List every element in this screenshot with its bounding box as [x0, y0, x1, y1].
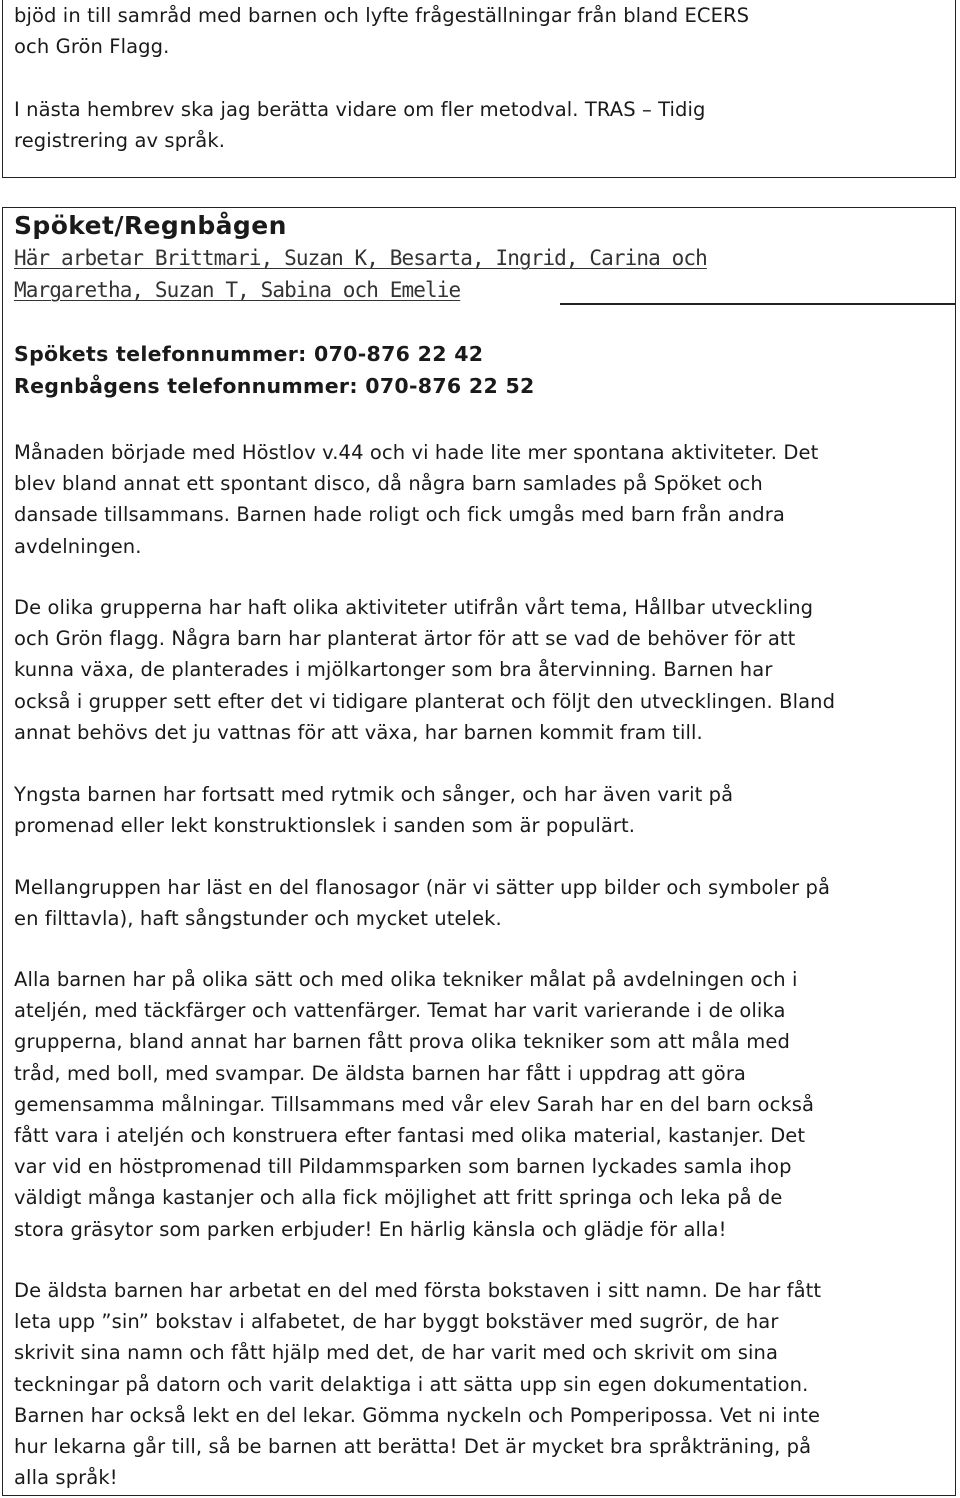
staff-list [14, 243, 944, 306]
text-line: alla språk! [14, 1466, 118, 1490]
text-line: stora gräsytor som parken erbjuder! En härlig känsla och glädje för alla! [14, 1217, 727, 1241]
paragraph-mellangruppen [14, 872, 944, 934]
text-line: Mellangruppen har läst en del flanosagor (när vi sätter upp bilder och symboler på [14, 876, 831, 899]
staff-line: Här arbetar Brittmari, Suzan K, Besarta, Ingrid, Carina och [14, 246, 707, 270]
text-line: Yngsta barnen har fortsatt med rytmik och sånger, och har även varit på [14, 783, 734, 806]
text-line: blev bland annat ett spontant disco, då några barn samlades på Spöket och [14, 472, 763, 496]
staff-line: Margaretha, Suzan T, Sabina och Emelie [14, 277, 461, 302]
text-line: registrering av språk. [14, 128, 226, 152]
text-line: väldigt många kastanjer och alla fick möjlighet att fritt springa och leka på de [14, 1186, 783, 1210]
text-line [14, 62, 944, 93]
text-line: ateljén, med täckfärger och vattenfärger. Temat har varit varierande i de olika [14, 999, 786, 1023]
text-line: leta upp ”sin” bokstav i alfabetet, de har byggt bokstäver med sugrör, de har [14, 1310, 779, 1334]
text-line: gemensamma målningar. Tillsammans med vår elev Sarah har en del barn också [14, 1092, 815, 1116]
text-line: Månaden började med Höstlov v.44 och vi hade lite mer spontana aktiviteter. Det [14, 441, 819, 464]
text-line: bjöd in till samråd med barnen och lyfte frågeställningar från bland ECERS [14, 4, 750, 27]
text-line: De olika grupperna har haft olika aktiviteter utifrån vårt tema, Hållbar utveckling [14, 596, 814, 619]
text-line: Alla barnen har på olika sätt och med olika tekniker målat på avdelningen och i [14, 968, 798, 991]
phone-regnbagen: Regnbågens telefonnummer: 070-876 22 52 [14, 374, 535, 398]
text-line: De äldsta barnen har arbetat en del med första bokstaven i sitt namn. De har fått [14, 1279, 822, 1302]
paragraph-malning [14, 964, 944, 1245]
text-line: promenad eller lekt konstruktionslek i sanden som är populärt. [14, 814, 636, 838]
text-line: grupperna, bland annat har barnen fått prova olika tekniker som att måla med [14, 1030, 790, 1054]
text-line: också i grupper sett efter det vi tidigare planterat och följt den utvecklingen. Bland [14, 689, 836, 713]
text-line: tråd, med boll, med svampar. De äldsta barnen har fått i uppdrag att göra [14, 1061, 746, 1085]
phone-spoket: Spökets telefonnummer: 070-876 22 42 [14, 342, 484, 366]
text-line: kunna växa, de planterades i mjölkartonger som bra återvinning. Barnen har [14, 658, 773, 682]
text-line: var vid en höstpromenad till Pildammsparken som barnen lyckades samla ihop [14, 1155, 792, 1179]
text-line: hur lekarna går till, så be barnen att berätta! Det är mycket bra språkträning, på [14, 1435, 812, 1459]
text-line: teckningar på datorn och varit delaktiga i att sätta upp sin egen dokumentation. [14, 1372, 809, 1396]
text-line: dansade tillsammans. Barnen hade roligt och fick umgås med barn från andra [14, 503, 785, 527]
staff-underline-rule [560, 303, 956, 305]
text-line: skrivit sina namn och fått hjälp med det, de har varit med och skrivit om sina [14, 1341, 778, 1365]
text-line: och Grön Flagg. [14, 35, 170, 59]
text-line: Barnen har också lekt en del lekar. Gömma nyckeln och Pomperipossa. Vet ni inte [14, 1403, 821, 1427]
paragraph-yngsta [14, 779, 944, 841]
text-line: och Grön flagg. Några barn har planterat ärtor för att se vad de behöver för att [14, 627, 796, 651]
text-line: annat behövs det ju vattnas för att växa, har barnen kommit fram till. [14, 720, 703, 744]
text-line: avdelningen. [14, 534, 142, 558]
paragraph-grupper [14, 592, 944, 748]
paragraph-aldsta [14, 1275, 944, 1493]
text-line: fått vara i ateljén och konstruera efter fantasi med olika material, kastanjer. Det [14, 1124, 806, 1148]
text-line: en filttavla), haft sångstunder och mycket utelek. [14, 907, 502, 931]
text-line: I nästa hembrev ska jag berätta vidare om fler metodval. TRAS – Tidig [14, 97, 706, 121]
paragraph-hostlov [14, 437, 944, 562]
section-title: Spöket/Regnbågen [14, 211, 287, 240]
previous-section-text [14, 0, 944, 156]
